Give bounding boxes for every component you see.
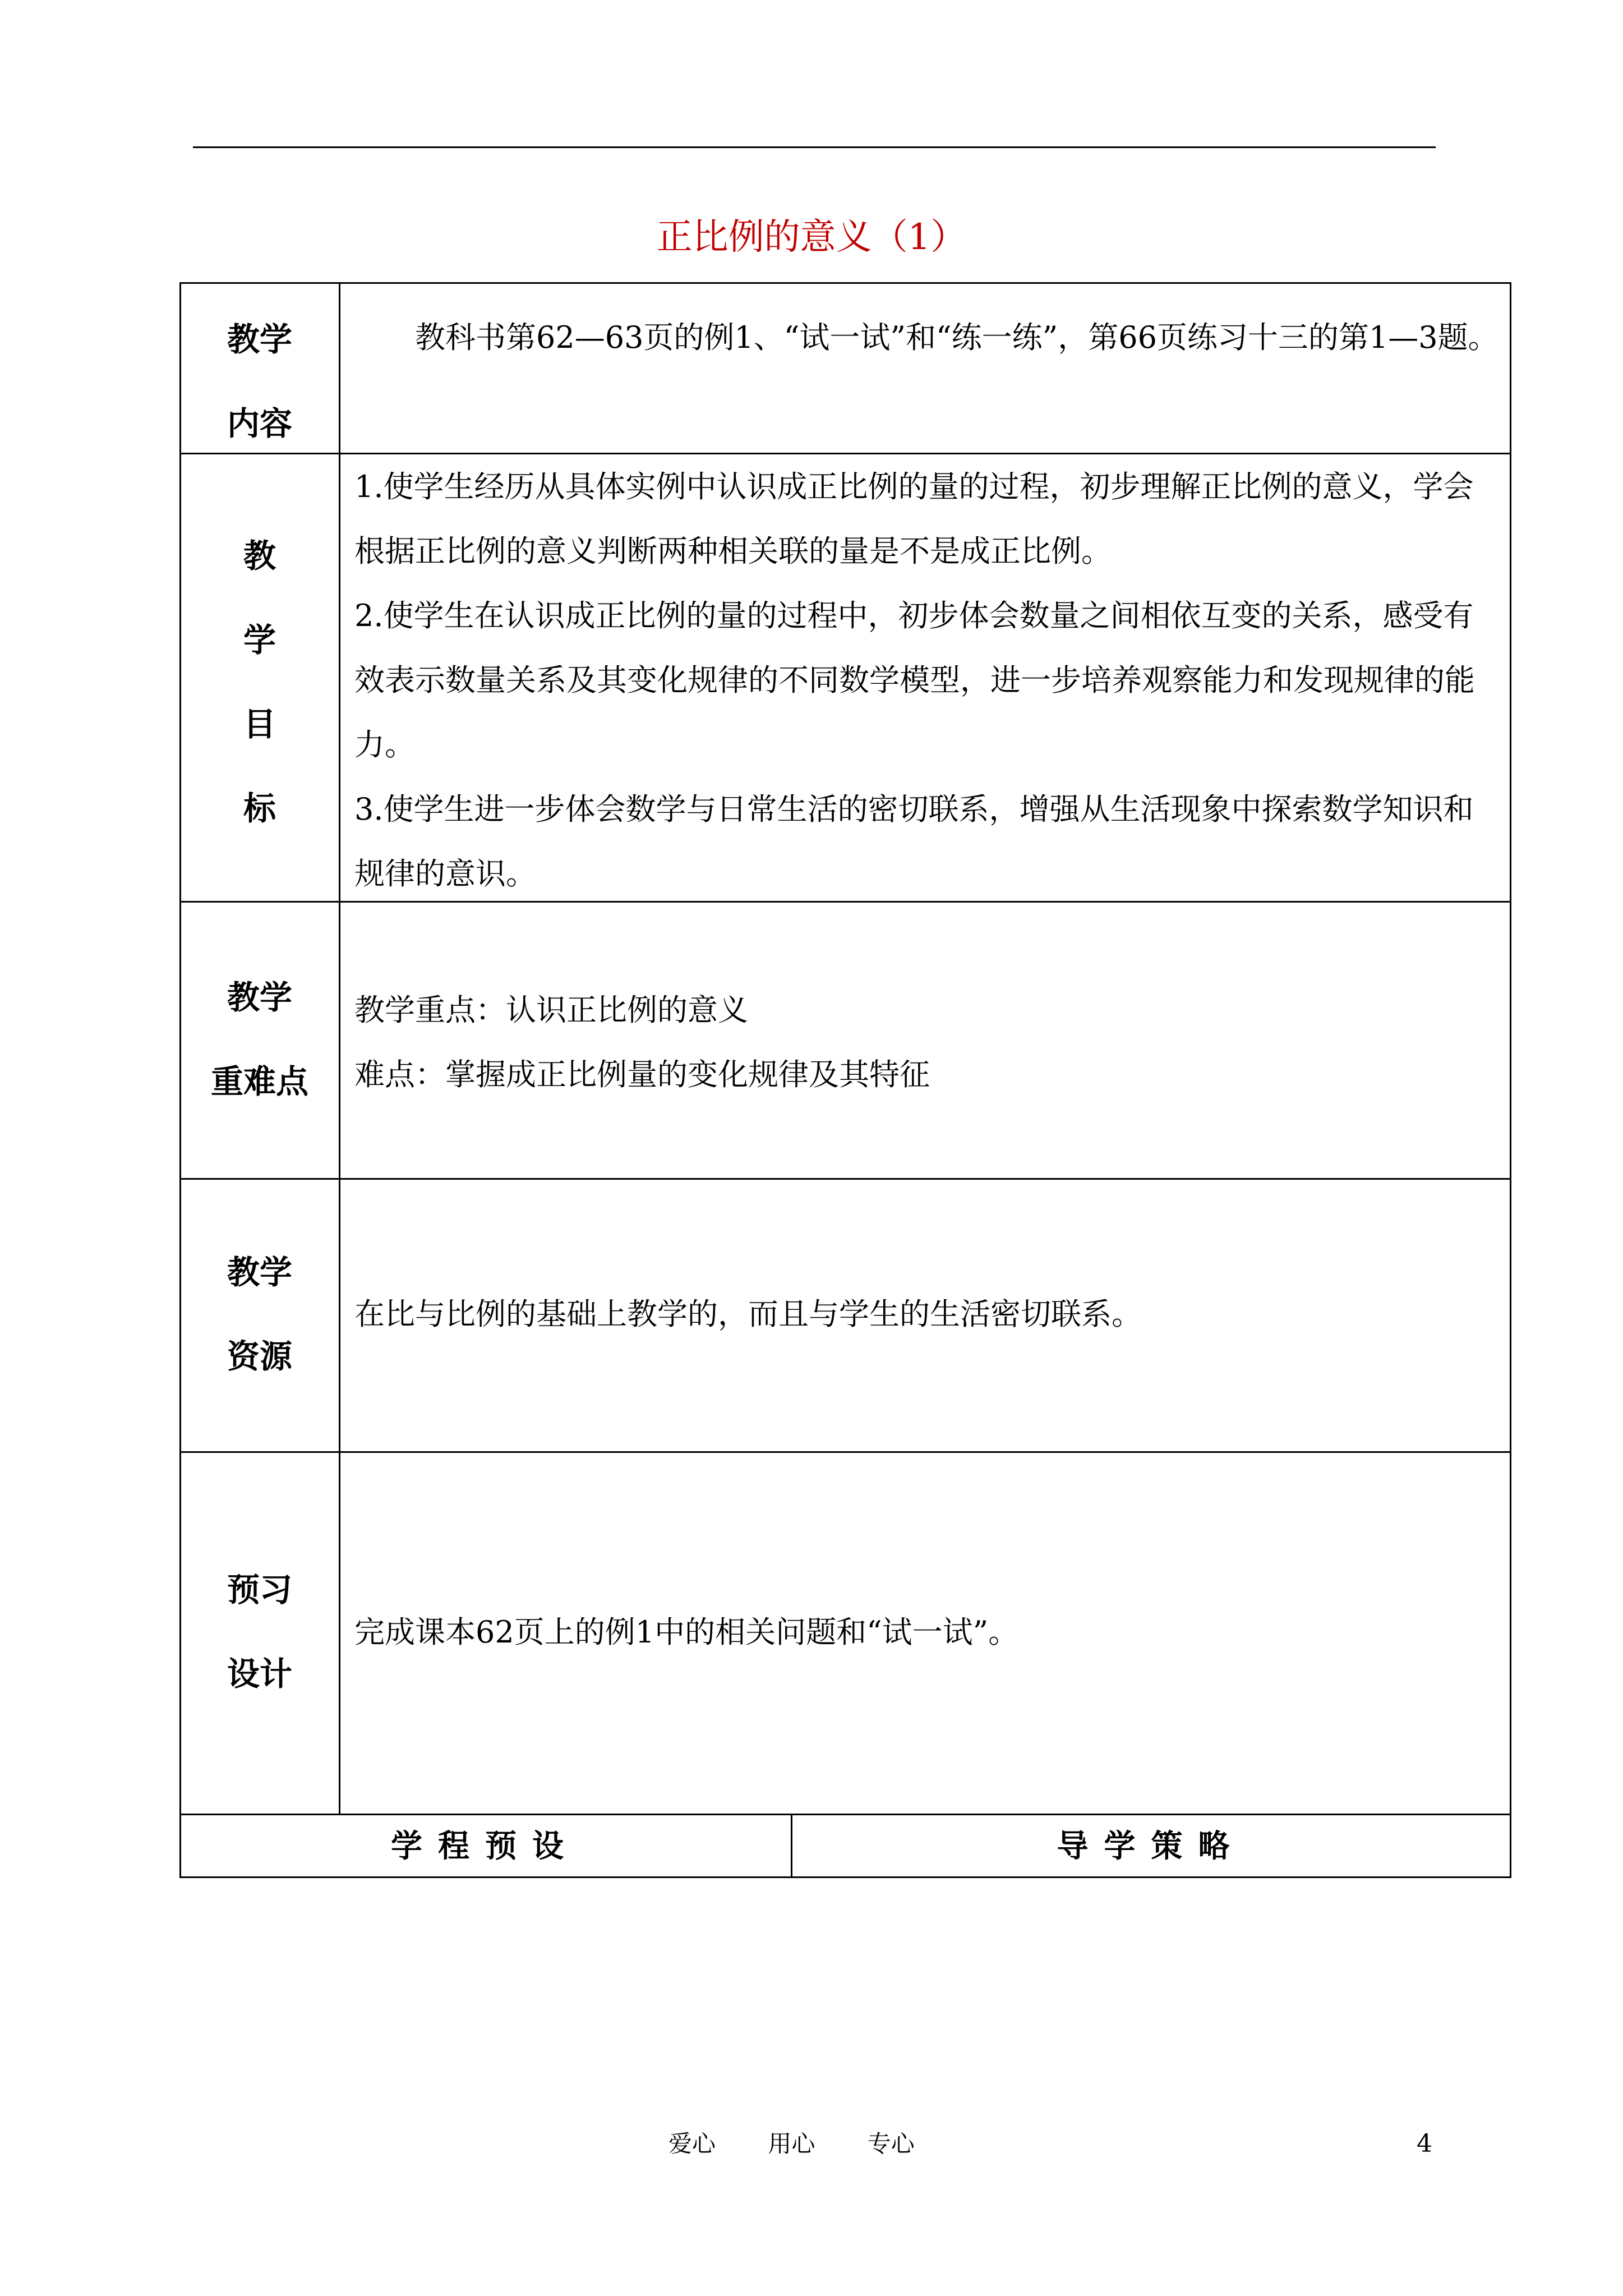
header-learning-process: 学程预设 — [391, 1828, 579, 1865]
row-divider — [179, 1451, 1511, 1453]
row-content-resources: 在比与比例的基础上教学的，而且与学生的生活密切联系。 — [354, 1296, 1142, 1332]
footer-item: 用心 — [768, 2130, 815, 2157]
footer-item: 专心 — [867, 2130, 915, 2157]
row-label-key-points: 教学 重难点 — [210, 978, 308, 1101]
row-divider — [179, 1178, 1511, 1180]
page-number: 4 — [1417, 2129, 1432, 2158]
row-content-key-points: 教学重点：认识正比例的意义 难点：掌握成正比例量的变化规律及其特征 — [354, 992, 930, 1092]
row-content-objectives: 1.使学生经历从具体实例中认识成正比例的量的过程，初步理解正比例的意义，学会根据正比例的意义判断两种相关联的量是不是成正比例。 2.使学生在认识成正比例的量的过程中，初步体会数量之间相依互变的关系，感受有效表示数量关系及其变化规律的不同数学模型，进一步培养观察能力和发现规律的能力。 3.使学生进一步体会数学与日常生活的密切联系，增强从生活现象中探索数学知识和规律的意识。 — [354, 469, 1475, 891]
row-label-content: 教学 内容 — [227, 320, 292, 443]
header-guidance-strategy: 导学策略 — [1057, 1828, 1246, 1865]
footer-motto — [668, 2127, 960, 2161]
row-content-preview: 完成课本62页上的例1中的相关问题和“试一试”。 — [354, 1614, 1019, 1650]
row-label-resources: 教学 资源 — [227, 1253, 292, 1375]
header-rule — [193, 146, 1436, 148]
row-content-content: 教科书第62—63页的例1、“试一试”和“练一练”，第66页练习十三的第1—3题。 — [415, 320, 1498, 355]
row-label-objectives: 教 学 目 标 — [243, 537, 276, 827]
row-label-preview: 预习 设计 — [227, 1571, 292, 1693]
page-title: 正比例的意义（1） — [656, 217, 967, 258]
footer-item: 爱心 — [668, 2130, 716, 2157]
